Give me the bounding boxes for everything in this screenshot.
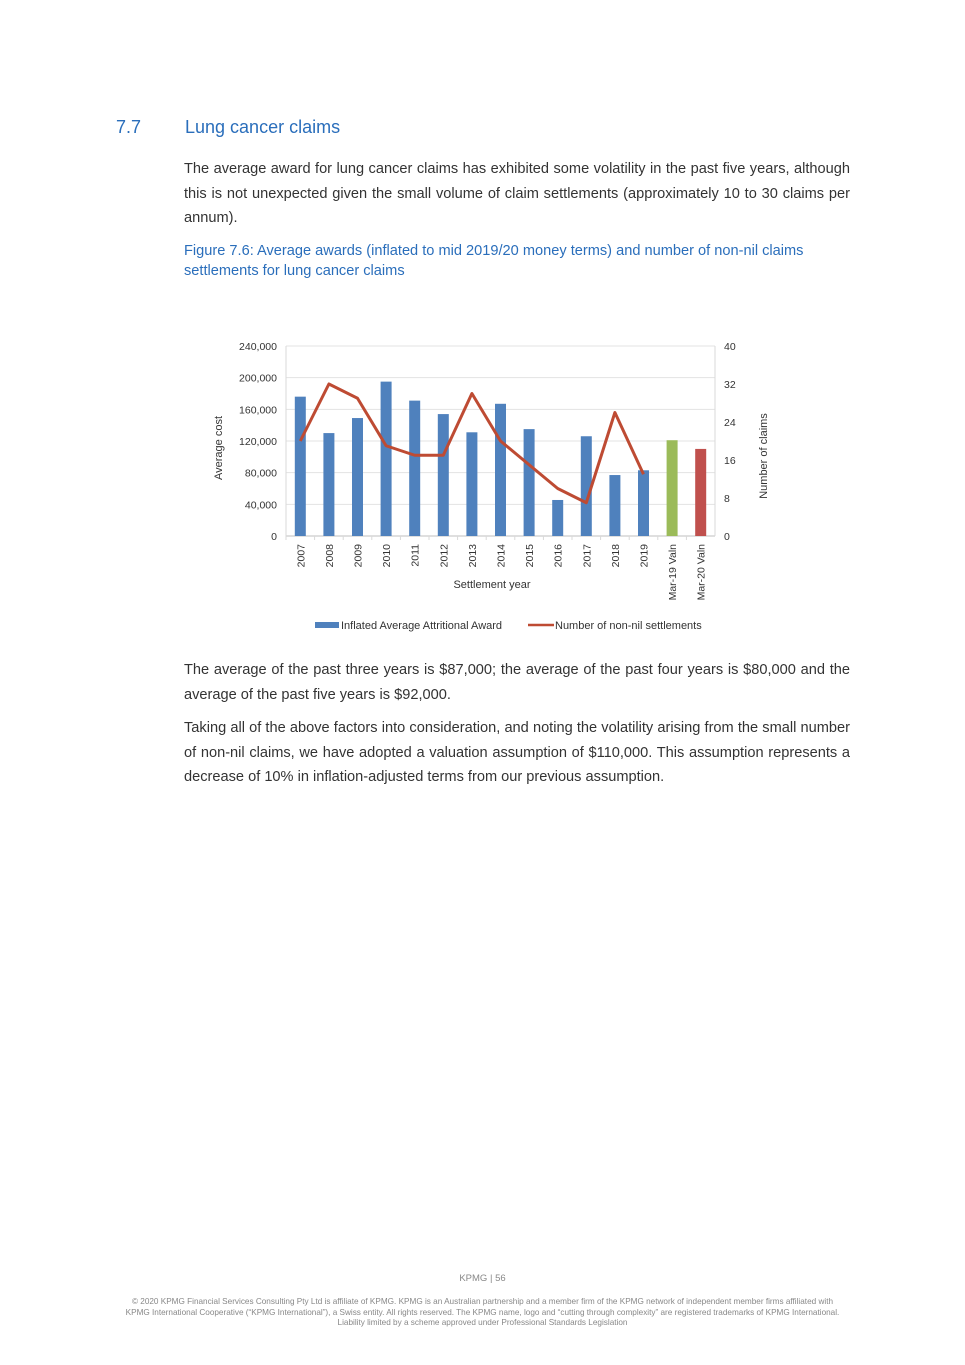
- bar: [466, 432, 477, 536]
- x-tick-label: 2009: [352, 544, 365, 568]
- x-tick-label: 2014: [495, 544, 508, 568]
- x-tick-label: 2011: [409, 544, 422, 567]
- x-tick-label: Mar-20 Valn: [695, 544, 708, 601]
- x-tick-label: 2016: [552, 544, 565, 568]
- y2-tick-label: 40: [724, 341, 736, 353]
- y2-tick-label: 16: [724, 455, 736, 467]
- bar: [524, 429, 535, 536]
- x-tick-label: 2015: [524, 544, 537, 568]
- averages-paragraph: The average of the past three years is $87,000; the average of the past four years is $80,000 and the average of the past five years is $92,000.: [184, 662, 850, 703]
- y-tick-label: 0: [271, 531, 277, 543]
- x-tick-label: 2013: [466, 544, 479, 568]
- y-tick-label: 80,000: [244, 467, 277, 480]
- y-tick-label: 240,000: [239, 341, 277, 353]
- legend-bar-label: Inflated Average Attritional Award: [341, 620, 503, 632]
- bar: [495, 404, 506, 536]
- x-tick-label: 2012: [438, 544, 451, 568]
- y2-tick-label: 0: [724, 531, 730, 543]
- bar: [381, 382, 392, 536]
- y2-tick-label: 32: [724, 379, 736, 391]
- figure-caption: Figure 7.6: Average awards (inflated to mid 2019/20 money terms) and number of non-nil claims settlements for lung cancer claims: [184, 243, 804, 279]
- legend: [315, 620, 702, 632]
- bar: [638, 470, 649, 536]
- y-axis-label: Average cost: [213, 415, 225, 481]
- legal-notice: © 2020 KPMG Financial Services Consulting Pty Ltd is affiliate of KPMG. KPMG is an Australian partnership and a member firm of the KPMG network of independent member firms affiliated with KPMG International Cooperative (“KPMG International”), a Swiss entity. All rights reserved. The KPMG name, logo and “cutting through complexity” are registered trademarks of KPMG International. Liability limited by a scheme approved under Professional Standards Legislation: [125, 1297, 840, 1327]
- bar: [323, 433, 334, 536]
- x-tick-label: 2007: [295, 544, 308, 568]
- bar: [295, 397, 306, 536]
- legend-line-label: Number of non-nil settlements: [555, 620, 702, 632]
- page-number: KPMG | 56: [459, 1273, 506, 1284]
- y-tick-label: 120,000: [239, 436, 277, 448]
- y2-axis-label: Number of claims: [758, 413, 770, 499]
- conclusion-paragraph: Taking all of the above factors into consideration, and noting the volatility arising from the small number of non-nil claims, we have adopted a valuation assumption of $110,000. This assumption represents a decrease of 10% in inflation-adjusted terms from our previous assumption.: [184, 720, 850, 785]
- y-tick-label: 160,000: [239, 404, 277, 417]
- x-tick-label: 2010: [381, 544, 394, 568]
- x-tick-label: 2018: [609, 544, 622, 568]
- legend-bar-swatch: [315, 622, 339, 628]
- left-axis-ticks: [239, 341, 277, 543]
- bar: [609, 475, 620, 536]
- intro-paragraph: The average award for lung cancer claims has exhibited some volatility in the past five years, although this is not unexpected given the small volume of claim settlements (approximately 10 to 30 claims per annum).: [184, 161, 850, 226]
- section-title: Lung cancer claims: [185, 117, 341, 137]
- x-tick-label: 2008: [323, 544, 336, 568]
- x-tick-label: 2017: [581, 544, 594, 568]
- x-axis-label: Settlement year: [453, 579, 531, 591]
- y-tick-label: 200,000: [239, 372, 277, 385]
- bar: [352, 418, 363, 536]
- y-tick-label: 40,000: [244, 499, 277, 512]
- x-tick-label: 2019: [638, 544, 651, 568]
- section-number: 7.7: [116, 117, 142, 137]
- bar-series: [295, 382, 706, 536]
- y2-tick-label: 24: [724, 417, 736, 429]
- bar: [552, 500, 563, 536]
- y2-tick-label: 8: [724, 493, 730, 505]
- x-tick-label: Mar-19 Valn: [667, 544, 680, 601]
- right-axis-ticks: [724, 341, 736, 543]
- bar: [667, 440, 678, 536]
- bar: [409, 401, 420, 536]
- combo-chart: [0, 0, 965, 650]
- bar: [695, 449, 706, 536]
- bar: [438, 414, 449, 536]
